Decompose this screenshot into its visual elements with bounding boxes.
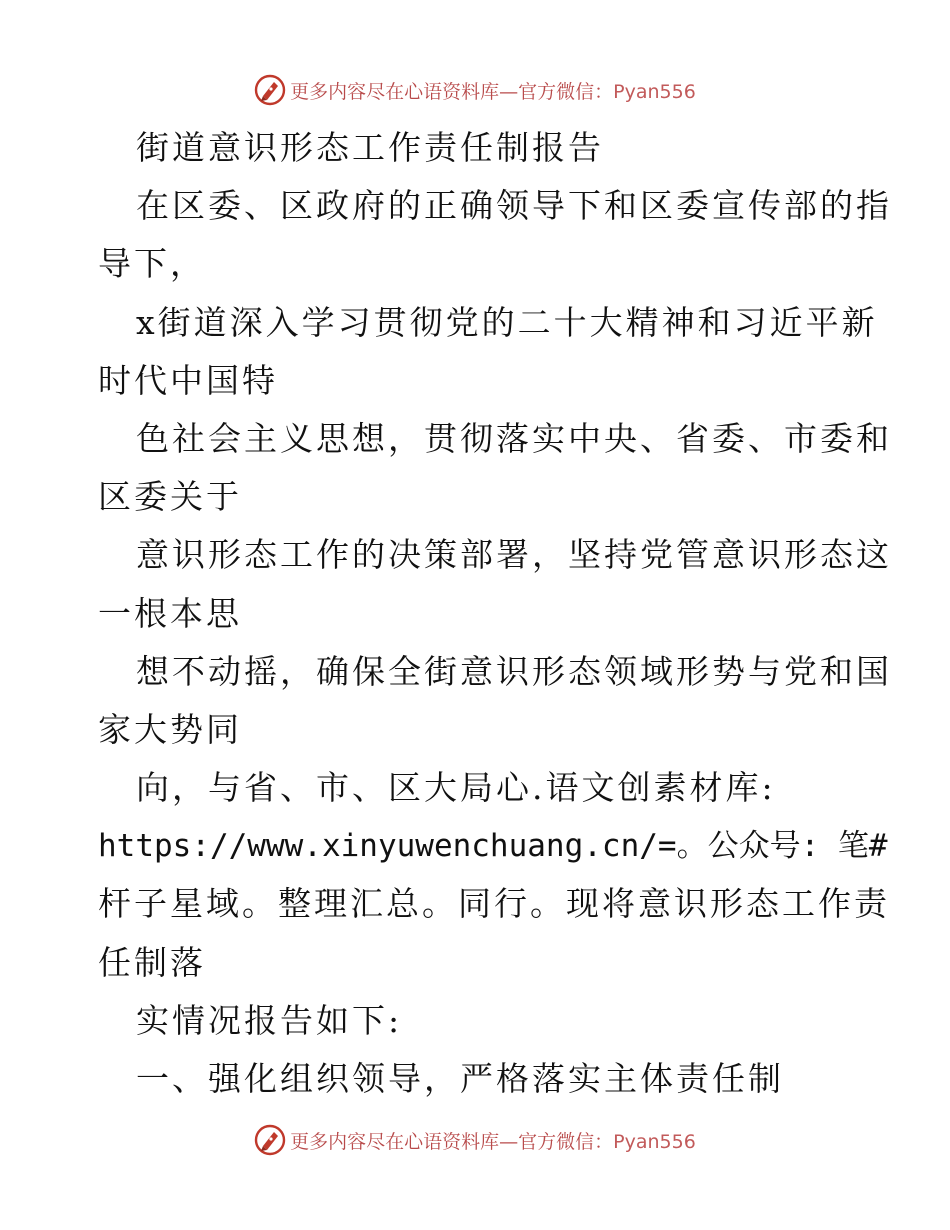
header-banner	[0, 70, 950, 110]
paragraph-line: 导下，	[98, 244, 206, 284]
paragraph-line: 一根本思	[98, 593, 242, 633]
document-title: 街道意识形态工作责任制报告	[136, 128, 604, 167]
paragraph-line: 区委关于	[98, 477, 242, 517]
banner-text: 更多内容尽在心语资料库—官方微信：Pyan556	[290, 80, 696, 103]
paragraph-line: 在区委、区政府的正确领导下和区委宣传部的指	[136, 186, 892, 226]
paragraph-line: 杆子星域。整理汇总。同行。现将意识形态工作责	[98, 884, 890, 924]
document-body	[98, 119, 892, 1108]
banner-text: 更多内容尽在心语资料库—官方微信：Pyan556	[290, 1130, 696, 1153]
paragraph-line: 想不动摇，确保全街意识形态领域形势与党和国	[136, 651, 892, 691]
footer-banner	[0, 1120, 950, 1160]
paragraph-line: 家大势同	[98, 709, 242, 749]
paragraph-line: 任制落	[98, 942, 206, 982]
pen-nib-logo-icon	[254, 1124, 286, 1156]
paragraph-line: 向，与省、市、区大局心.语文创素材库:	[136, 768, 776, 808]
paragraph-line: x街道深入学习贯彻党的二十大精神和习近平新	[136, 302, 878, 342]
paragraph-line: 色社会主义思想，贯彻落实中央、省委、市委和	[136, 418, 892, 458]
section-heading: 一、强化组织领导，严格落实主体责任制	[136, 1059, 784, 1098]
paragraph-line: 意识形态工作的决策部署，坚持党管意识形态这	[136, 535, 892, 575]
url-line: https://www.xinyuwenchuang.cn/=。公众号: 笔#	[98, 828, 888, 865]
pen-nib-logo-icon	[254, 74, 286, 106]
paragraph-line: 实情况报告如下:	[136, 1000, 403, 1040]
paragraph-line: 时代中国特	[98, 360, 278, 400]
